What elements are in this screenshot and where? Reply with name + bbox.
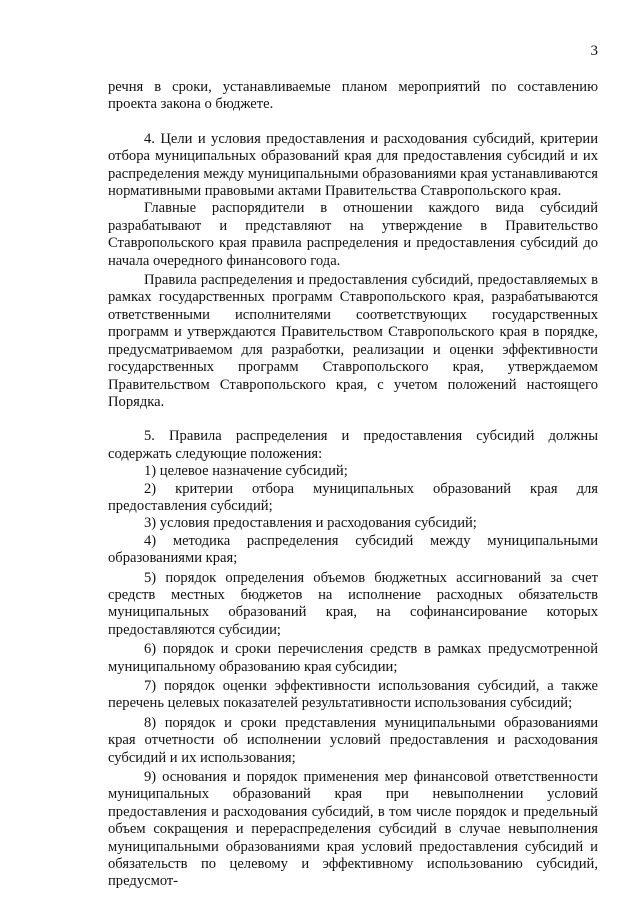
page-number: 3 <box>590 43 598 59</box>
paragraph-item-5: 5. Правила распределения и предоставления субсидий должны содержать следующие положения: <box>108 428 598 462</box>
list-item-2: 2) критерии отбора муниципальных образований края для предоставления субсидий; <box>108 480 598 514</box>
list-item-5: 5) порядок определения объемов бюджетных ассигнований за счет средств местных бюджетов на исполнение расходных обязательств муниципальных образований края, на софинансирование которых предоставляются субсидии; <box>108 569 598 638</box>
list-item-7: 7) порядок оценки эффективности использования субсидий, а также перечень целевых показателей результативности использования субсидий; <box>108 678 598 712</box>
list-item-8: 8) порядок и сроки представления муниципальными образованиями края отчетности об исполнении условий предоставления и расходования субсидий и их использования; <box>108 714 598 766</box>
list-item-6: 6) порядок и сроки перечисления средств в рамках предусмотренной муниципальному образованию края субсидии; <box>108 641 598 675</box>
list-item-9: 9) основания и порядок применения мер финансовой ответственности муниципальных образований края при невыполнении условий предоставления и расходования субсидий, в том числе порядок и предельный объем сокращения и перераспределения субсидий в случае невыполнения муниципальными образованиями края условий предоставления субсидий и обязательств по целевому и эффективному использованию субсидий, предусмот- <box>108 769 598 890</box>
paragraph-item-4: 4. Цели и условия предоставления и расходования субсидий, критерии отбора муниципальных образований края для предоставления субсидий и их распределения между муниципальными образованиями края устанавливаются нормативными правовыми актами Правительства Ставропольского края. <box>108 130 598 200</box>
paragraph-state-programs: Правила распределения и предоставления субсидий, предоставляемых в рамках государственных программ Ставропольского края, разрабатываются ответственными исполнителями соответствующих государственных программ и утверждаются Правительством Ставропольского края в порядке, предусматриваемом для разработки, реализации и оценки эффективности государственных программ Ставропольского края, утверждаемом Правительством Ставропольского края, с учетом положений настоящего Порядка. <box>108 272 598 410</box>
document-body <box>108 79 598 891</box>
list-item-3: 3) условия предоставления и расходования субсидий; <box>144 515 477 532</box>
paragraph-main-distributors: Главные распорядители в отношении каждого вида субсидий разрабатывают и представляют на утверждение в Правительство Ставропольского края правила распределения и предоставления субсидий до начала очередного финансового года. <box>108 200 598 269</box>
list-item-1: 1) целевое назначение субсидий; <box>144 463 348 480</box>
paragraph-continuation: речня в сроки, устанавливаемые планом мероприятий по составлению проекта закона о бюджете. <box>108 79 598 113</box>
list-item-4: 4) методика распределения субсидий между муниципальными образованиями края; <box>108 532 598 567</box>
